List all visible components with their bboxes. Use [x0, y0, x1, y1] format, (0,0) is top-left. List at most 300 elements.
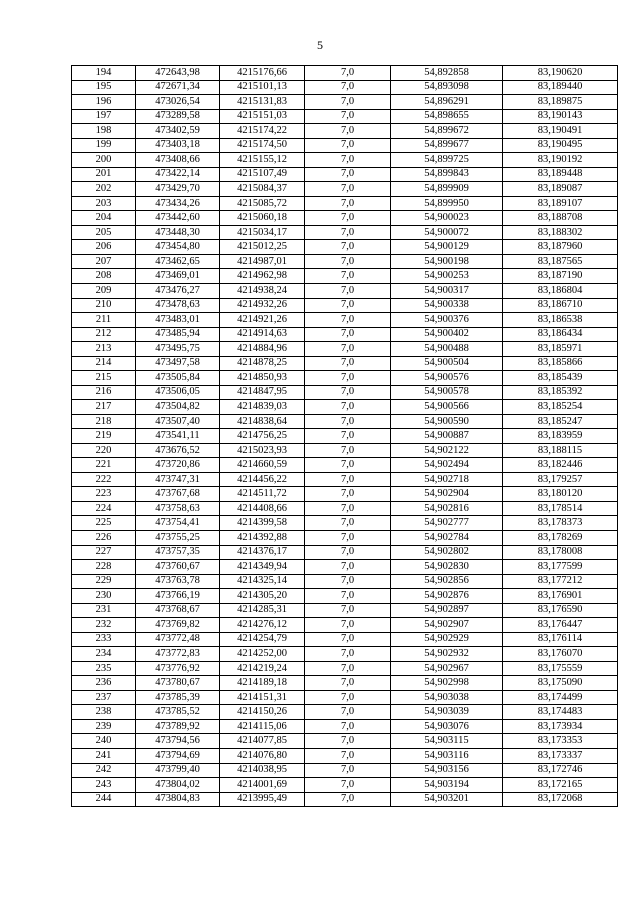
y-coordinate-cell: 4214252,00 [220, 647, 305, 662]
table-row [72, 240, 618, 255]
longitude-cell: 83,177599 [503, 560, 618, 575]
x-coordinate-cell: 473507,40 [136, 414, 220, 429]
table-row [72, 313, 618, 328]
point-number-cell: 194 [72, 66, 136, 81]
longitude-cell: 83,183959 [503, 429, 618, 444]
x-coordinate-cell: 473799,40 [136, 763, 220, 778]
x-coordinate-cell: 473478,63 [136, 298, 220, 313]
longitude-cell: 83,178373 [503, 516, 618, 531]
y-coordinate-cell: 4214001,69 [220, 778, 305, 793]
y-coordinate-cell: 4214276,12 [220, 618, 305, 633]
point-number-cell: 201 [72, 167, 136, 182]
table-row [72, 443, 618, 458]
y-coordinate-cell: 4214932,26 [220, 298, 305, 313]
x-coordinate-cell: 473497,58 [136, 356, 220, 371]
coordinates-table-body [72, 66, 618, 807]
table-row [72, 603, 618, 618]
longitude-cell: 83,185971 [503, 342, 618, 357]
y-coordinate-cell: 4213995,49 [220, 792, 305, 807]
x-coordinate-cell: 473754,41 [136, 516, 220, 531]
longitude-cell: 83,186710 [503, 298, 618, 313]
longitude-cell: 83,177212 [503, 574, 618, 589]
latitude-cell: 54,902830 [391, 560, 503, 575]
accuracy-cell: 7,0 [305, 283, 391, 298]
y-coordinate-cell: 4214076,80 [220, 748, 305, 763]
table-row [72, 734, 618, 749]
y-coordinate-cell: 4214660,59 [220, 458, 305, 473]
point-number-cell: 200 [72, 153, 136, 168]
point-number-cell: 204 [72, 211, 136, 226]
point-number-cell: 198 [72, 124, 136, 139]
latitude-cell: 54,903115 [391, 734, 503, 749]
table-row [72, 371, 618, 386]
point-number-cell: 195 [72, 80, 136, 95]
point-number-cell: 242 [72, 763, 136, 778]
longitude-cell: 83,185247 [503, 414, 618, 429]
latitude-cell: 54,900253 [391, 269, 503, 284]
longitude-cell: 83,188115 [503, 443, 618, 458]
table-row [72, 95, 618, 110]
accuracy-cell: 7,0 [305, 778, 391, 793]
table-row [72, 705, 618, 720]
x-coordinate-cell: 473794,56 [136, 734, 220, 749]
latitude-cell: 54,900072 [391, 225, 503, 240]
table-row [72, 472, 618, 487]
point-number-cell: 203 [72, 196, 136, 211]
longitude-cell: 83,178008 [503, 545, 618, 560]
longitude-cell: 83,172165 [503, 778, 618, 793]
x-coordinate-cell: 473789,92 [136, 719, 220, 734]
table-row [72, 385, 618, 400]
latitude-cell: 54,902856 [391, 574, 503, 589]
longitude-cell: 83,186538 [503, 313, 618, 328]
point-number-cell: 208 [72, 269, 136, 284]
table-row [72, 153, 618, 168]
latitude-cell: 54,900129 [391, 240, 503, 255]
point-number-cell: 209 [72, 283, 136, 298]
x-coordinate-cell: 473757,35 [136, 545, 220, 560]
latitude-cell: 54,900023 [391, 211, 503, 226]
accuracy-cell: 7,0 [305, 109, 391, 124]
table-row [72, 778, 618, 793]
point-number-cell: 237 [72, 690, 136, 705]
longitude-cell: 83,182446 [503, 458, 618, 473]
accuracy-cell: 7,0 [305, 792, 391, 807]
x-coordinate-cell: 473289,58 [136, 109, 220, 124]
point-number-cell: 223 [72, 487, 136, 502]
latitude-cell: 54,899950 [391, 196, 503, 211]
latitude-cell: 54,903039 [391, 705, 503, 720]
x-coordinate-cell: 473408,66 [136, 153, 220, 168]
y-coordinate-cell: 4214408,66 [220, 501, 305, 516]
point-number-cell: 197 [72, 109, 136, 124]
accuracy-cell: 7,0 [305, 734, 391, 749]
longitude-cell: 83,176114 [503, 632, 618, 647]
point-number-cell: 221 [72, 458, 136, 473]
x-coordinate-cell: 473495,75 [136, 342, 220, 357]
table-row [72, 211, 618, 226]
latitude-cell: 54,902494 [391, 458, 503, 473]
accuracy-cell: 7,0 [305, 269, 391, 284]
x-coordinate-cell: 473767,68 [136, 487, 220, 502]
point-number-cell: 239 [72, 719, 136, 734]
latitude-cell: 54,900887 [391, 429, 503, 444]
x-coordinate-cell: 473483,01 [136, 313, 220, 328]
longitude-cell: 83,186434 [503, 327, 618, 342]
point-number-cell: 196 [72, 95, 136, 110]
y-coordinate-cell: 4215151,03 [220, 109, 305, 124]
longitude-cell: 83,189087 [503, 182, 618, 197]
accuracy-cell: 7,0 [305, 647, 391, 662]
point-number-cell: 219 [72, 429, 136, 444]
latitude-cell: 54,900590 [391, 414, 503, 429]
table-row [72, 269, 618, 284]
y-coordinate-cell: 4214392,88 [220, 531, 305, 546]
y-coordinate-cell: 4214884,96 [220, 342, 305, 357]
accuracy-cell: 7,0 [305, 138, 391, 153]
accuracy-cell: 7,0 [305, 618, 391, 633]
table-row [72, 748, 618, 763]
table-row [72, 458, 618, 473]
latitude-cell: 54,900488 [391, 342, 503, 357]
accuracy-cell: 7,0 [305, 545, 391, 560]
x-coordinate-cell: 473541,11 [136, 429, 220, 444]
x-coordinate-cell: 473794,69 [136, 748, 220, 763]
point-number-cell: 222 [72, 472, 136, 487]
point-number-cell: 216 [72, 385, 136, 400]
x-coordinate-cell: 473504,82 [136, 400, 220, 415]
y-coordinate-cell: 4215085,72 [220, 196, 305, 211]
latitude-cell: 54,900317 [391, 283, 503, 298]
accuracy-cell: 7,0 [305, 443, 391, 458]
latitude-cell: 54,902777 [391, 516, 503, 531]
accuracy-cell: 7,0 [305, 560, 391, 575]
longitude-cell: 83,174499 [503, 690, 618, 705]
x-coordinate-cell: 473755,25 [136, 531, 220, 546]
longitude-cell: 83,176901 [503, 589, 618, 604]
point-number-cell: 232 [72, 618, 136, 633]
table-row [72, 254, 618, 269]
table-row [72, 196, 618, 211]
accuracy-cell: 7,0 [305, 66, 391, 81]
longitude-cell: 83,185392 [503, 385, 618, 400]
y-coordinate-cell: 4214151,31 [220, 690, 305, 705]
table-row [72, 66, 618, 81]
point-number-cell: 225 [72, 516, 136, 531]
table-row [72, 487, 618, 502]
longitude-cell: 83,187565 [503, 254, 618, 269]
accuracy-cell: 7,0 [305, 676, 391, 691]
accuracy-cell: 7,0 [305, 589, 391, 604]
x-coordinate-cell: 473454,80 [136, 240, 220, 255]
y-coordinate-cell: 4215012,25 [220, 240, 305, 255]
point-number-cell: 243 [72, 778, 136, 793]
longitude-cell: 83,185866 [503, 356, 618, 371]
y-coordinate-cell: 4214850,93 [220, 371, 305, 386]
x-coordinate-cell: 473760,67 [136, 560, 220, 575]
longitude-cell: 83,190491 [503, 124, 618, 139]
x-coordinate-cell: 473720,86 [136, 458, 220, 473]
longitude-cell: 83,175090 [503, 676, 618, 691]
accuracy-cell: 7,0 [305, 240, 391, 255]
longitude-cell: 83,178269 [503, 531, 618, 546]
x-coordinate-cell: 473429,70 [136, 182, 220, 197]
x-coordinate-cell: 473434,26 [136, 196, 220, 211]
x-coordinate-cell: 472643,98 [136, 66, 220, 81]
point-number-cell: 226 [72, 531, 136, 546]
x-coordinate-cell: 473758,63 [136, 501, 220, 516]
y-coordinate-cell: 4214878,25 [220, 356, 305, 371]
x-coordinate-cell: 473766,19 [136, 589, 220, 604]
y-coordinate-cell: 4215101,13 [220, 80, 305, 95]
point-number-cell: 238 [72, 705, 136, 720]
y-coordinate-cell: 4214756,25 [220, 429, 305, 444]
y-coordinate-cell: 4214349,94 [220, 560, 305, 575]
accuracy-cell: 7,0 [305, 356, 391, 371]
accuracy-cell: 7,0 [305, 472, 391, 487]
table-row [72, 574, 618, 589]
table-row [72, 501, 618, 516]
y-coordinate-cell: 4215131,83 [220, 95, 305, 110]
latitude-cell: 54,899677 [391, 138, 503, 153]
longitude-cell: 83,190143 [503, 109, 618, 124]
x-coordinate-cell: 473747,31 [136, 472, 220, 487]
table-row [72, 690, 618, 705]
latitude-cell: 54,896291 [391, 95, 503, 110]
longitude-cell: 83,187960 [503, 240, 618, 255]
latitude-cell: 54,902998 [391, 676, 503, 691]
x-coordinate-cell: 473780,67 [136, 676, 220, 691]
y-coordinate-cell: 4215034,17 [220, 225, 305, 240]
latitude-cell: 54,902876 [391, 589, 503, 604]
table-row [72, 327, 618, 342]
table-row [72, 429, 618, 444]
longitude-cell: 83,176447 [503, 618, 618, 633]
x-coordinate-cell: 473768,67 [136, 603, 220, 618]
table-row [72, 589, 618, 604]
longitude-cell: 83,190192 [503, 153, 618, 168]
x-coordinate-cell: 473763,78 [136, 574, 220, 589]
table-row [72, 516, 618, 531]
y-coordinate-cell: 4214305,20 [220, 589, 305, 604]
accuracy-cell: 7,0 [305, 182, 391, 197]
longitude-cell: 83,190495 [503, 138, 618, 153]
table-row [72, 792, 618, 807]
y-coordinate-cell: 4215174,50 [220, 138, 305, 153]
accuracy-cell: 7,0 [305, 167, 391, 182]
point-number-cell: 240 [72, 734, 136, 749]
accuracy-cell: 7,0 [305, 400, 391, 415]
latitude-cell: 54,902816 [391, 501, 503, 516]
longitude-cell: 83,188708 [503, 211, 618, 226]
x-coordinate-cell: 473026,54 [136, 95, 220, 110]
accuracy-cell: 7,0 [305, 763, 391, 778]
latitude-cell: 54,899909 [391, 182, 503, 197]
accuracy-cell: 7,0 [305, 574, 391, 589]
latitude-cell: 54,902929 [391, 632, 503, 647]
point-number-cell: 199 [72, 138, 136, 153]
latitude-cell: 54,902718 [391, 472, 503, 487]
latitude-cell: 54,903201 [391, 792, 503, 807]
table-row [72, 414, 618, 429]
accuracy-cell: 7,0 [305, 254, 391, 269]
accuracy-cell: 7,0 [305, 458, 391, 473]
accuracy-cell: 7,0 [305, 124, 391, 139]
latitude-cell: 54,892858 [391, 66, 503, 81]
point-number-cell: 229 [72, 574, 136, 589]
x-coordinate-cell: 473469,01 [136, 269, 220, 284]
point-number-cell: 212 [72, 327, 136, 342]
y-coordinate-cell: 4214189,18 [220, 676, 305, 691]
table-row [72, 342, 618, 357]
accuracy-cell: 7,0 [305, 80, 391, 95]
point-number-cell: 231 [72, 603, 136, 618]
longitude-cell: 83,189875 [503, 95, 618, 110]
accuracy-cell: 7,0 [305, 414, 391, 429]
accuracy-cell: 7,0 [305, 313, 391, 328]
table-row [72, 138, 618, 153]
longitude-cell: 83,174483 [503, 705, 618, 720]
y-coordinate-cell: 4214077,85 [220, 734, 305, 749]
point-number-cell: 224 [72, 501, 136, 516]
longitude-cell: 83,173337 [503, 748, 618, 763]
longitude-cell: 83,172746 [503, 763, 618, 778]
x-coordinate-cell: 473804,83 [136, 792, 220, 807]
x-coordinate-cell: 473769,82 [136, 618, 220, 633]
latitude-cell: 54,902802 [391, 545, 503, 560]
longitude-cell: 83,176070 [503, 647, 618, 662]
y-coordinate-cell: 4215084,37 [220, 182, 305, 197]
y-coordinate-cell: 4214285,31 [220, 603, 305, 618]
table-row [72, 531, 618, 546]
table-row [72, 632, 618, 647]
point-number-cell: 233 [72, 632, 136, 647]
y-coordinate-cell: 4214847,95 [220, 385, 305, 400]
latitude-cell: 54,902897 [391, 603, 503, 618]
x-coordinate-cell: 473804,02 [136, 778, 220, 793]
accuracy-cell: 7,0 [305, 516, 391, 531]
table-row [72, 356, 618, 371]
table-row [72, 763, 618, 778]
y-coordinate-cell: 4214839,03 [220, 400, 305, 415]
point-number-cell: 236 [72, 676, 136, 691]
x-coordinate-cell: 473422,14 [136, 167, 220, 182]
point-number-cell: 202 [72, 182, 136, 197]
y-coordinate-cell: 4214456,22 [220, 472, 305, 487]
accuracy-cell: 7,0 [305, 196, 391, 211]
table-row [72, 560, 618, 575]
longitude-cell: 83,189440 [503, 80, 618, 95]
point-number-cell: 213 [72, 342, 136, 357]
point-number-cell: 244 [72, 792, 136, 807]
table-row [72, 719, 618, 734]
accuracy-cell: 7,0 [305, 327, 391, 342]
latitude-cell: 54,902122 [391, 443, 503, 458]
y-coordinate-cell: 4214150,26 [220, 705, 305, 720]
x-coordinate-cell: 473403,18 [136, 138, 220, 153]
y-coordinate-cell: 4214219,24 [220, 661, 305, 676]
latitude-cell: 54,902967 [391, 661, 503, 676]
y-coordinate-cell: 4215176,66 [220, 66, 305, 81]
point-number-cell: 235 [72, 661, 136, 676]
table-row [72, 545, 618, 560]
longitude-cell: 83,188302 [503, 225, 618, 240]
accuracy-cell: 7,0 [305, 371, 391, 386]
x-coordinate-cell: 473402,59 [136, 124, 220, 139]
point-number-cell: 227 [72, 545, 136, 560]
latitude-cell: 54,900338 [391, 298, 503, 313]
x-coordinate-cell: 473676,52 [136, 443, 220, 458]
y-coordinate-cell: 4214914,63 [220, 327, 305, 342]
accuracy-cell: 7,0 [305, 298, 391, 313]
longitude-cell: 83,175559 [503, 661, 618, 676]
longitude-cell: 83,187190 [503, 269, 618, 284]
point-number-cell: 230 [72, 589, 136, 604]
accuracy-cell: 7,0 [305, 719, 391, 734]
y-coordinate-cell: 4214511,72 [220, 487, 305, 502]
longitude-cell: 83,190620 [503, 66, 618, 81]
table-row [72, 400, 618, 415]
x-coordinate-cell: 473505,84 [136, 371, 220, 386]
latitude-cell: 54,899672 [391, 124, 503, 139]
x-coordinate-cell: 473785,39 [136, 690, 220, 705]
table-row [72, 167, 618, 182]
accuracy-cell: 7,0 [305, 748, 391, 763]
y-coordinate-cell: 4215107,49 [220, 167, 305, 182]
x-coordinate-cell: 473772,48 [136, 632, 220, 647]
table-row [72, 124, 618, 139]
latitude-cell: 54,903116 [391, 748, 503, 763]
latitude-cell: 54,900376 [391, 313, 503, 328]
x-coordinate-cell: 472671,34 [136, 80, 220, 95]
accuracy-cell: 7,0 [305, 501, 391, 516]
longitude-cell: 83,189448 [503, 167, 618, 182]
accuracy-cell: 7,0 [305, 487, 391, 502]
table-row [72, 618, 618, 633]
y-coordinate-cell: 4214987,01 [220, 254, 305, 269]
table-row [72, 283, 618, 298]
point-number-cell: 215 [72, 371, 136, 386]
y-coordinate-cell: 4215174,22 [220, 124, 305, 139]
point-number-cell: 205 [72, 225, 136, 240]
x-coordinate-cell: 473476,27 [136, 283, 220, 298]
x-coordinate-cell: 473785,52 [136, 705, 220, 720]
latitude-cell: 54,902784 [391, 531, 503, 546]
accuracy-cell: 7,0 [305, 385, 391, 400]
y-coordinate-cell: 4214399,58 [220, 516, 305, 531]
y-coordinate-cell: 4215023,93 [220, 443, 305, 458]
accuracy-cell: 7,0 [305, 632, 391, 647]
table-row [72, 182, 618, 197]
accuracy-cell: 7,0 [305, 429, 391, 444]
latitude-cell: 54,903156 [391, 763, 503, 778]
point-number-cell: 218 [72, 414, 136, 429]
table-row [72, 80, 618, 95]
table-row [72, 661, 618, 676]
y-coordinate-cell: 4214962,98 [220, 269, 305, 284]
longitude-cell: 83,178514 [503, 501, 618, 516]
longitude-cell: 83,172068 [503, 792, 618, 807]
latitude-cell: 54,902907 [391, 618, 503, 633]
y-coordinate-cell: 4214838,64 [220, 414, 305, 429]
point-number-cell: 220 [72, 443, 136, 458]
y-coordinate-cell: 4214938,24 [220, 283, 305, 298]
longitude-cell: 83,176590 [503, 603, 618, 618]
longitude-cell: 83,180120 [503, 487, 618, 502]
y-coordinate-cell: 4214376,17 [220, 545, 305, 560]
latitude-cell: 54,893098 [391, 80, 503, 95]
x-coordinate-cell: 473776,92 [136, 661, 220, 676]
